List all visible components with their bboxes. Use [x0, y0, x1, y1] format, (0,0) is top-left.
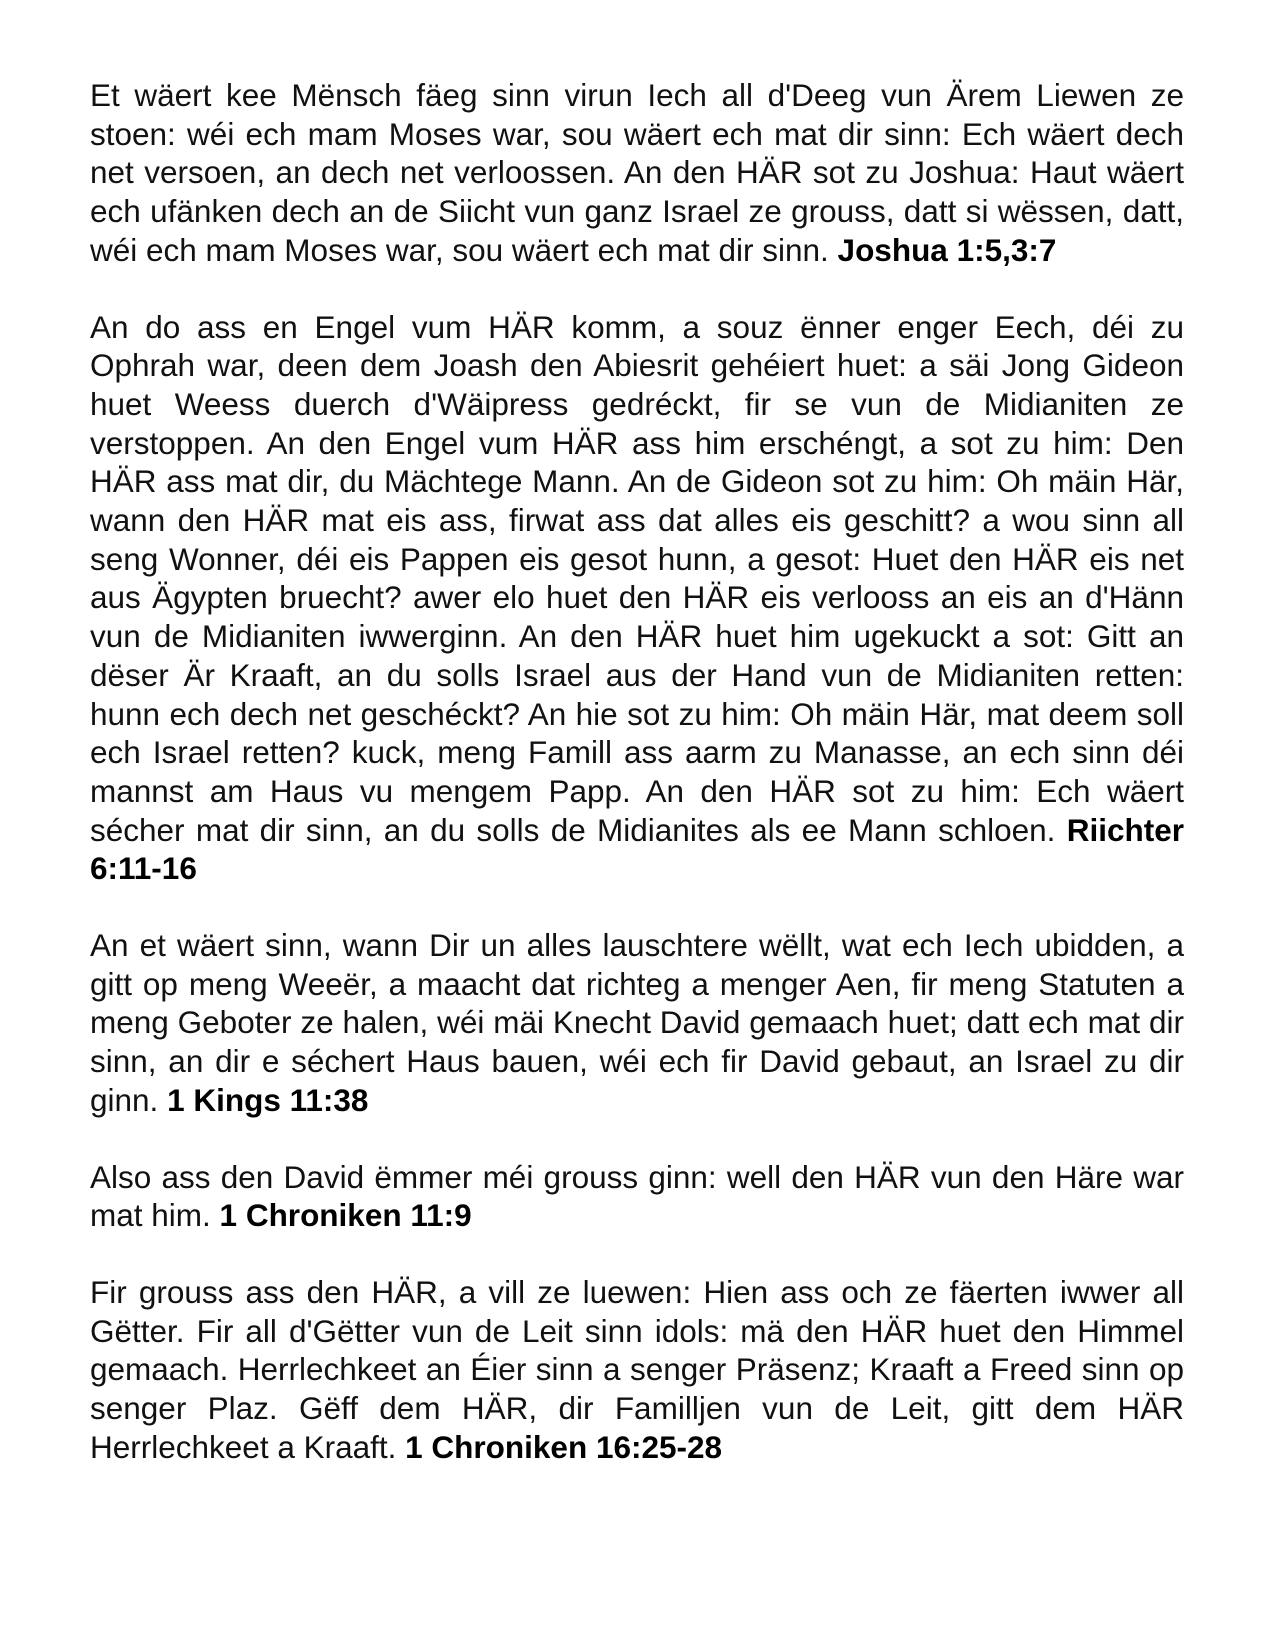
passage-joshua: [90, 76, 1184, 270]
scripture-reference: Riichter 6:11-16: [90, 811, 1184, 887]
passage-text: Also ass den David ëmmer méi grouss ginn: well den HÄR vun den Häre war mat him.: [90, 1158, 1184, 1234]
passage-kings: [90, 926, 1184, 1120]
document-page: [90, 76, 1184, 1505]
passage-riichter: [90, 308, 1184, 889]
scripture-reference: 1 Chroniken 16:25-28: [405, 1428, 723, 1465]
passage-chroniken-16: [90, 1273, 1184, 1467]
scripture-reference: Joshua 1:5,3:7: [837, 231, 1057, 268]
passage-text: Et wäert kee Mënsch fäeg sinn virun Iech all d'Deeg vun Ärem Liewen ze stoen: wéi ech mam Moses war, sou wäert ech mat dir sinn: Ech wäert dech net versoen, an dech net verloossen. An den HÄR sot zu Joshua: Haut wäert ech ufänken dech an de Siicht vun ganz Israel ze grouss, datt si wëssen, datt, wéi ech mam Moses war, sou wäert ech mat dir sinn.: [90, 77, 1184, 268]
passage-text: An et wäert sinn, wann Dir un alles lauschtere wëllt, wat ech Iech ubidden, a gitt op meng Weeër, a maacht dat richteg a menger Aen, fir meng Statuten a meng Geboter ze halen, wéi mäi Knecht David gemaach huet; datt ech mat dir sinn, an dir e séchert Haus bauen, wéi ech fir David gebaut, an Israel zu dir ginn.: [90, 927, 1184, 1118]
passage-text: Fir grouss ass den HÄR, a vill ze luewen: Hien ass och ze fäerten iwwer all Gëtter. Fir all d'Gëtter vun de Leit sinn idols: mä den HÄR huet den Himmel gemaach. Herrlechkeet an Éier sinn a senger Präsenz; Kraaft a Freed sinn op senger Plaz. Gëff dem HÄR, dir Familljen vun de Leit, gitt dem HÄR Herrlechkeet a Kraaft.: [90, 1273, 1184, 1465]
scripture-reference: 1 Chroniken 11:9: [219, 1197, 472, 1234]
passage-chroniken-11: [90, 1158, 1184, 1235]
scripture-reference: 1 Kings 11:38: [167, 1081, 369, 1118]
passage-text: An do ass en Engel vum HÄR komm, a souz ënner enger Eech, déi zu Ophrah war, deen dem Joash den Abiesrit gehéiert huet: a säi Jong Gideon huet Weess duerch d'Wäipress gedréckt, fir se vun de Midianiten ze verstoppen. An den Engel vum HÄR ass him erschéngt, a sot zu him: Den HÄR ass mat dir, du Mächtege Mann. An de Gideon sot zu him: Oh mäin Här, wann den HÄR mat eis ass, firwat ass dat alles eis geschitt? a wou sinn all seng Wonner, déi eis Pappen eis gesot hunn, a gesot: Huet den HÄR eis net aus Ägypten bruecht? awer elo huet den HÄR eis verlooss an eis an d'Hänn vun de Midianiten iwwerginn. An den HÄR huet him ugekuckt a sot: Gitt an dëser Är Kraaft, an du solls Israel aus der Hand vun de Midianiten retten: hunn ech dech net geschéckt? An hie sot zu him: Oh mäin Här, mat deem soll ech Israel retten? kuck, meng Famill ass aarm zu Manasse, an ech sinn déi mannst am Haus vu mengem Papp. An den HÄR sot zu him: Ech wäert sécher mat dir sinn, an du solls de Midianites als ee Mann schloen.: [90, 308, 1184, 848]
